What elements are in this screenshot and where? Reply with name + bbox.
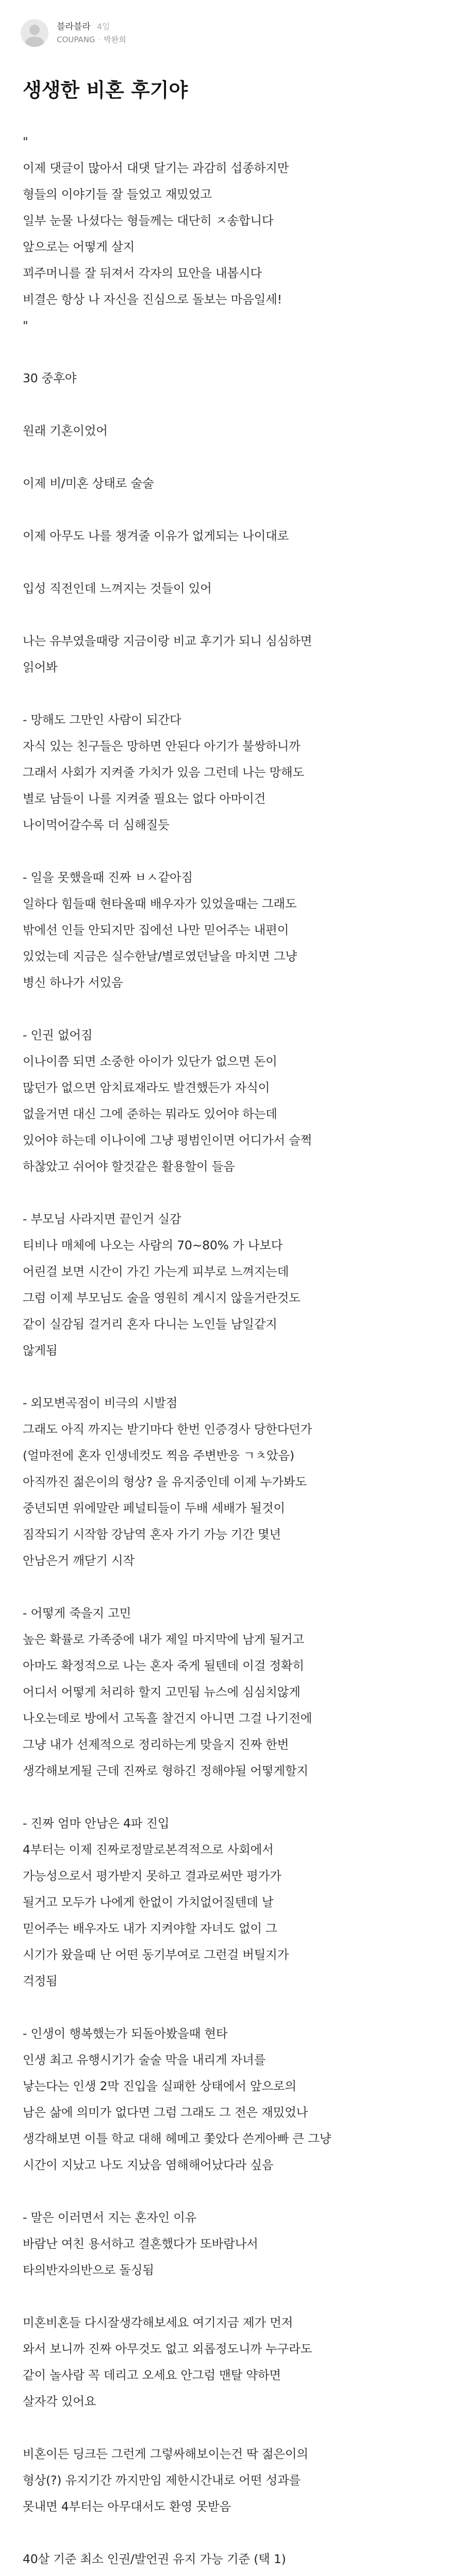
body-line: 30 중후야: [23, 371, 77, 385]
body-line: 나는 유부였을때랑 지금이랑 비교 후기가 되니 심심하면: [23, 634, 312, 648]
post-time: 4일: [96, 22, 110, 31]
body-line: 미혼비혼들 다시잘생각해보세요 여기지금 제가 먼저: [23, 2315, 293, 2330]
body-line: 높은 확률로 가족중에 내가 제일 마지막에 남게 될거고: [23, 1632, 304, 1647]
body-line: - 말은 이러면서 지는 혼자인 이유: [23, 2210, 197, 2225]
author-meta: [57, 20, 126, 46]
meta-separator: ·: [98, 35, 101, 44]
body-line: 남은 삶에 의미가 없다면 그럼 그래도 그 전은 재밌었나: [23, 2105, 308, 2120]
body-line: 짐작되기 시작함 강남역 혼자 가기 가능 기간 몇년: [23, 1527, 281, 1541]
body-line: 별로 남들이 나를 지켜줄 필요는 없다 아마이건: [23, 791, 266, 806]
body-line: - 인권 없어짐: [23, 1028, 93, 1042]
body-line: 나오는데로 방에서 고독흘 찰건지 아니면 그걸 나기전에: [23, 1711, 312, 1725]
body-line: 이제 댓글이 많아서 대댓 달기는 과감히 섭종하지만: [23, 161, 289, 175]
body-line: 비결은 항상 나 자신을 진심으로 돌보는 마음일세!: [23, 292, 282, 307]
body-line: 일부 눈물 나셨다는 형들께는 대단히 ㅈ송합니다: [23, 213, 274, 228]
body-line: 병신 하나가 서있음: [23, 975, 123, 990]
body-line: - 진짜 엄마 안남은 4파 진입: [23, 1816, 170, 1831]
body-line: 같이 놀사람 꼭 데리고 오세요 안그럼 맨탈 약하면: [23, 2368, 281, 2382]
body-line: 앞으로는 어떻게 살지: [23, 240, 135, 254]
body-line: 입성 직전인데 느껴지는 것들이 있어: [23, 581, 212, 596]
paragraph-gap: [23, 996, 441, 1022]
body-line: 시간이 지났고 나도 지났음 염해해어났다라 싶음: [23, 2158, 274, 2172]
body-line: - 부모님 사라지면 끝인거 실감: [23, 1212, 181, 1226]
body-line: 인생 최고 유행시기가 술술 막을 내리게 자녀를: [23, 2053, 266, 2067]
paragraph-gap: [23, 444, 441, 470]
paragraph-gap: [23, 1364, 441, 1390]
avatar[interactable]: [21, 19, 48, 47]
body-line: 낳는다는 인생 2막 진입을 실패한 상태에서 앞으로의: [23, 2079, 296, 2093]
body-line: 안남은거 깨닫기 시작: [23, 1553, 135, 1568]
company-name[interactable]: COUPANG: [57, 35, 95, 44]
body-line: 될거고 모두가 나에게 한없이 가치없어질텐데 날: [23, 1895, 274, 1909]
body-line: 그냥 내가 선제적으로 정리하는게 맞을지 진짜 한번: [23, 1737, 289, 1752]
body-line: 이제 아무도 나를 챙겨줄 이유가 없게되는 나이대로: [23, 529, 289, 543]
body-line: 이나이쯤 되면 소중한 아이가 있단가 없으면 돈이: [23, 1054, 277, 1069]
paragraph-gap: [23, 392, 441, 418]
body-line: 와서 보니까 진짜 아무것도 없고 외롭정도니까 누구라도: [23, 2342, 312, 2356]
body-line: 바람난 여친 용서하고 결혼했다가 또바람나서: [23, 2236, 258, 2251]
body-line: 나이먹어갈수록 더 심해질듯: [23, 818, 170, 832]
paragraph-gap: [23, 549, 441, 575]
body-line: 40살 기준 최소 인권/발언권 유지 가능 기준 (택 1): [23, 2552, 286, 2566]
body-line: - 어떻게 죽을지 고민: [23, 1606, 131, 1620]
paragraph-gap: [23, 339, 441, 365]
paragraph-gap: [23, 497, 441, 523]
body-line: [23, 2572, 441, 2576]
body-line: 걱정됨: [23, 1974, 58, 1988]
body-line: 아직까진 젊은이의 형상? 을 유지중인데 이제 누가봐도: [23, 1475, 307, 1489]
paragraph-gap: [23, 681, 441, 707]
body-line: 가능성으로서 평가받지 못하고 결과로써만 평가가: [23, 1869, 281, 1883]
body-line: 시기가 왔을때 난 어떤 동기부여로 그런걸 버틸지가: [23, 1947, 289, 1962]
author-name[interactable]: 블라블라: [57, 22, 91, 32]
post-body: [23, 129, 441, 2576]
post-title: 생생한 비혼 후기야: [23, 79, 188, 101]
paragraph-gap: [23, 602, 441, 628]
body-line: 같이 실감됨 걸거리 혼자 다니는 노인들 남일같지: [23, 1317, 277, 1331]
paragraph-gap: [23, 2178, 441, 2205]
paragraph-gap: [23, 838, 441, 865]
body-line: 읽어봐: [23, 660, 58, 674]
body-line: 않게됨: [23, 1343, 58, 1358]
body-line: 믿어주는 배우자도 내가 지켜야할 자녀도 없이 그: [23, 1921, 277, 1936]
body-line: 있어야 하는데 이나이에 그냥 평범인이면 어디가서 슬쩍: [23, 1133, 312, 1147]
paragraph-gap: [23, 1994, 441, 2021]
author-nickname: 박완희: [104, 35, 126, 44]
post-header: [0, 0, 464, 48]
body-line: 밖에선 인들 안되지만 집에선 나만 믿어주는 내편이: [23, 923, 289, 937]
paragraph-gap: [23, 2520, 441, 2546]
body-line: 살자각 있어요: [23, 2394, 96, 2409]
body-line: 없을거면 대신 그에 준하는 뭐라도 있어야 하는데: [23, 1107, 277, 1121]
body-line: 꾀주머니를 잘 뒤져서 각자의 묘안을 내봅시다: [23, 266, 262, 280]
body-line: - 외모변곡점이 비극의 시발점: [23, 1396, 178, 1410]
body-line: 하찮았고 쉬어야 할것같은 활용할이 들음: [23, 1159, 235, 1174]
body-line: 원래 기혼이었어: [23, 423, 108, 438]
paragraph-gap: [23, 1574, 441, 1600]
body-line: 형상(?) 유지기간 까지만임 제한시간내로 어떤 성과를: [23, 2473, 301, 2487]
body-line: 이제 비/미혼 상태로 술술: [23, 476, 154, 490]
body-line: - 망해도 그만인 사람이 되간다: [23, 713, 181, 727]
body-line: 아마도 확정적으로 나는 혼자 죽게 될텐데 이걸 정확히: [23, 1658, 304, 1673]
body-line: (얼마전에 혼자 인생네컷도 찍음 주변반응 ㄱㅊ았음): [23, 1448, 294, 1463]
body-line: 4부터는 이제 진짜로정말로본격적으로 사회에서: [23, 1842, 274, 1857]
body-line: 자식 있는 친구들은 망하면 안된다 아기가 불쌍하니까: [23, 739, 301, 753]
body-line: 못내면 4부터는 아무대서도 환영 못받음: [23, 2499, 231, 2514]
body-line: 비혼이든 딩크든 그런게 그렇싸해보이는건 딱 젊은이의: [23, 2447, 308, 2461]
body-line: 그래도 아직 까지는 받기마다 한번 인증경사 당한다던가: [23, 1422, 312, 1436]
user-avatar-icon: [21, 19, 48, 47]
body-line: 어린걸 보면 시간이 가긴 가는게 피부로 느껴지는데: [23, 1264, 289, 1279]
body-line: 있었는데 지금은 실수한날/별로였던날을 마치면 그냥: [23, 949, 297, 963]
paragraph-gap: [23, 2283, 441, 2310]
body-line: - 인생이 행복했는가 되돌아봤을때 현타: [23, 2026, 228, 2041]
paragraph-gap: [23, 2415, 441, 2441]
body-line: 그럼 이제 부모님도 술을 영원히 계시지 않을거란것도: [23, 1291, 301, 1305]
body-line: ": [23, 318, 28, 333]
body-line: 그래서 사회가 지켜줄 가치가 있음 그런데 나는 망해도: [23, 765, 304, 779]
paragraph-gap: [23, 1180, 441, 1206]
body-line: 생각해보면 이틀 학교 대해 헤메고 쫓았다 쓴게아빠 큰 그냥: [23, 2131, 332, 2146]
body-line: 생각해보게될 근데 진짜로 형하긴 정해야될 어떻게할지: [23, 1764, 308, 1778]
body-line: 중년되면 위에말란 페널티들이 두배 세배가 될것이: [23, 1501, 285, 1515]
body-line: 티비나 매체에 나오는 사람의 70~80% 가 나보다: [23, 1238, 283, 1252]
body-line: ": [23, 134, 28, 149]
body-line: 일하다 힘들때 현타올때 배우자가 있었을때는 그래도: [23, 896, 297, 911]
body-line: 타의반자의반으로 돌싱됨: [23, 2263, 154, 2277]
body-line: 형들의 이야기들 잘 들었고 재밌었고: [23, 187, 212, 201]
paragraph-gap: [23, 1784, 441, 1810]
body-line: 많던가 없으면 암치료재라도 발견했든가 자식이: [23, 1080, 270, 1095]
body-line: 어디서 어떻게 처리하 할지 고민됨 뉴스에 심심치않게: [23, 1685, 301, 1699]
body-line: - 일을 못했을때 진짜 ㅂㅅ같아짐: [23, 870, 193, 885]
